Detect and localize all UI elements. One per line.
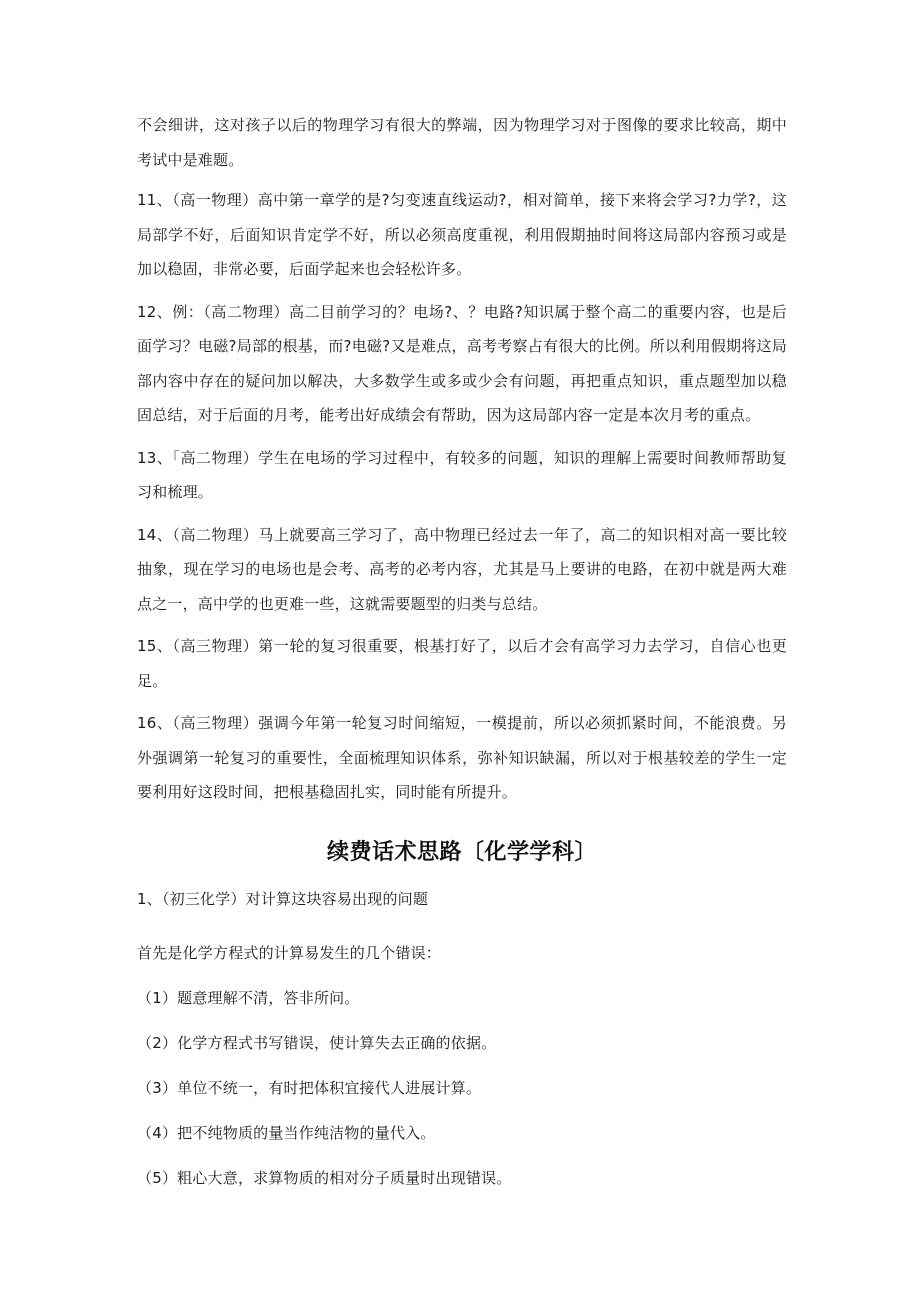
physics-item-11: 11、（高一物理）高中第一章学的是?匀变速直线运动?，相对简单，接下来将会学习?力学?，这局部学不好，后面知识肯定学不好，所以必须高度重视，利用假期抽时间将这局部内容预习或是加以稳固，非常必要，后面学起来也会轻松许多。 [137,191,787,278]
physics-continuation-paragraph: 不会细讲，这对孩子以后的物理学习有很大的弊端，因为物理学习对于图像的要求比较高，期中考试中是难题。 [137,116,787,169]
physics-item-16: 16、（高三物理）强调今年第一轮复习时间缩短，一模提前，所以必须抓紧时间，不能浪费。另外强调第一轮复习的重要性，全面梳理知识体系，弥补知识缺漏，所以对于根基较差的学生一定要利用好这段时间，把根基稳固扎实，同时能有所提升。 [137,714,787,801]
chemistry-question: 1、（初三化学）对计算这块容易出现的问题 [137,889,429,908]
chemistry-error-2: （2）化学方程式书写错误，使计算失去正确的依据。 [137,1033,497,1052]
physics-item-13: 13、「高二物理）学生在电场的学习过程中，有较多的问题，知识的理解上需要时间教师帮助复习和梳理。 [137,448,787,501]
chemistry-error-4: （4）把不纯物质的量当作纯洁物的量代入。 [137,1123,436,1142]
chemistry-section-title: 续费话术思路〔化学学科〕 [326,839,597,865]
chemistry-error-5: （5）粗心大意，求算物质的相对分子质量时出现错误。 [137,1168,512,1187]
physics-item-12: 12、例：（高二物理）高二目前学习的？电场?、？电路?知识属于整个高二的重要内容，也是后面学习？电磁?局部的根基，而?电磁?又是难点，高考考察占有很大的比例。所以利用假期将这局部内容中存在的疑问加以解决，大多数学生或多或少会有问题，再把重点知识，重点题型加以稳固总结，对于后面的月考，能考出好成绩会有帮助，因为这局部内容一定是本次月考的重点。 [137,302,787,424]
chemistry-error-1: （1）题意理解不清，答非所问。 [137,988,360,1007]
physics-item-15: 15、（高三物理）第一轮的复习很重要，根基打好了，以后才会有高学习力去学习，自信心也更足。 [137,637,787,690]
document-body [137,108,787,1212]
chemistry-intro: 首先是化学方程式的计算易发生的几个错误： [137,943,442,962]
chemistry-error-3: （3）单位不统一，有时把体积宜接代人进展计算。 [137,1078,482,1097]
physics-item-14: 14、（高二物理）马上就要高三学习了，高中物理已经过去一年了，高二的知识相对高一要比较抽象，现在学习的电场也是会考、高考的必考内容，尤其是马上要讲的电路，在初中就是两大难点之一，高中学的也更难一些，这就需要题型的归类与总结。 [137,525,787,613]
